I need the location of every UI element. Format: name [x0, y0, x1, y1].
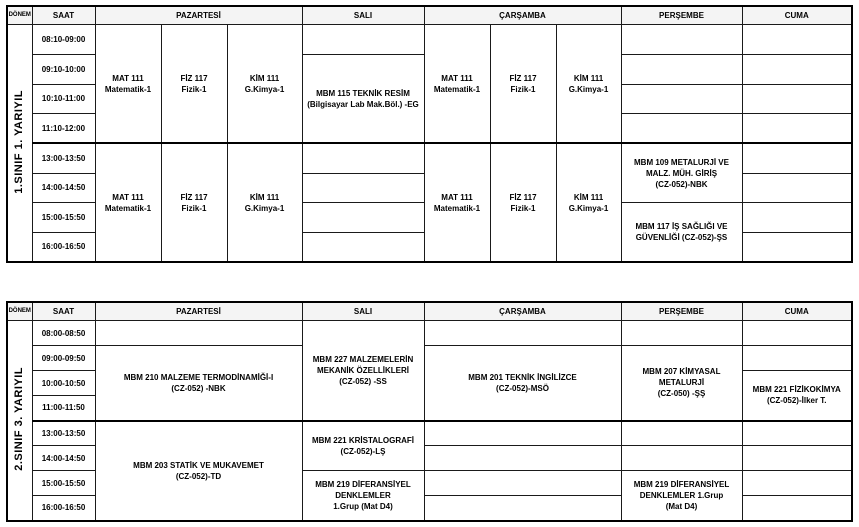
time-slot: 08:10-09:00 [32, 25, 95, 55]
empty-cell [424, 446, 621, 471]
empty-cell [742, 55, 852, 85]
time-slot: 11:10-12:00 [32, 114, 95, 144]
empty-cell [621, 421, 742, 446]
schedule-table-1 [6, 5, 853, 263]
time-slot: 08:00-08:50 [32, 321, 95, 346]
time-slot: 15:00-15:50 [32, 203, 95, 233]
header-row [7, 6, 852, 25]
empty-cell [621, 321, 742, 346]
header-sali: SALI [302, 302, 424, 321]
time-slot: 11:00-11:50 [32, 396, 95, 421]
course-cell: MAT 111 Matematik-1 [424, 143, 490, 262]
table-row [7, 143, 852, 173]
empty-cell [621, 84, 742, 114]
time-slot: 10:10-11:00 [32, 84, 95, 114]
header-saat: SAAT [32, 302, 95, 321]
empty-cell [621, 446, 742, 471]
empty-cell [302, 173, 424, 203]
table-row [7, 421, 852, 446]
empty-cell [742, 173, 852, 203]
course-cell: MBM 219 DİFERANSİYEL DENKLEMLER 1.Grup (Mat D4) [302, 471, 424, 521]
empty-cell [424, 421, 621, 446]
course-cell: MBM 203 STATİK VE MUKAVEMET (CZ-052)-TD [95, 421, 302, 521]
term-label: 1.SINIF 1. YARIYIL [7, 25, 32, 262]
schedule-table-2 [6, 301, 853, 522]
course-cell: MBM 117 İŞ SAĞLIĞI VE GÜVENLİĞİ (CZ-052)-ŞS [621, 203, 742, 262]
time-slot: 09:00-09:50 [32, 346, 95, 371]
empty-cell [424, 471, 621, 496]
header-saat: SAAT [32, 6, 95, 25]
empty-cell [302, 143, 424, 173]
header-persembe: PERŞEMBE [621, 302, 742, 321]
empty-cell [95, 321, 302, 346]
course-cell: FİZ 117 Fizik-1 [490, 25, 556, 144]
course-cell: MBM 221 KRİSTALOGRAFİ (CZ-052)-LŞ [302, 421, 424, 471]
course-cell: KİM 111 G.Kimya-1 [556, 25, 621, 144]
course-cell: KİM 111 G.Kimya-1 [227, 25, 302, 144]
course-cell: FİZ 117 Fizik-1 [161, 143, 227, 262]
course-cell: MBM 207 KİMYASAL METALURJİ (CZ-050) -ŞŞ [621, 346, 742, 421]
course-cell: FİZ 117 Fizik-1 [490, 143, 556, 262]
course-cell: KİM 111 G.Kimya-1 [556, 143, 621, 262]
header-cuma: CUMA [742, 6, 852, 25]
empty-cell [742, 203, 852, 233]
header-pazartesi: PAZARTESİ [95, 302, 302, 321]
course-cell: MBM 221 FİZİKOKİMYA (CZ-052)-İlker T. [742, 371, 852, 421]
empty-cell [742, 446, 852, 471]
course-cell: KİM 111 G.Kimya-1 [227, 143, 302, 262]
time-slot: 09:10-10:00 [32, 55, 95, 85]
course-cell: MBM 210 MALZEME TERMODİNAMİĞİ-I (CZ-052) -NBK [95, 346, 302, 421]
time-slot: 10:00-10:50 [32, 371, 95, 396]
empty-cell [424, 496, 621, 521]
time-slot: 16:00-16:50 [32, 496, 95, 521]
course-cell: MAT 111 Matematik-1 [95, 25, 161, 144]
empty-cell [742, 321, 852, 346]
header-pazartesi: PAZARTESİ [95, 6, 302, 25]
empty-cell [621, 114, 742, 144]
empty-cell [742, 143, 852, 173]
term-label: 2.SINIF 3. YARIYIL [7, 321, 32, 521]
time-slot: 13:00-13:50 [32, 421, 95, 446]
time-slot: 13:00-13:50 [32, 143, 95, 173]
course-cell: MBM 115 TEKNİK RESİM (Bilgisayar Lab Mak.Böl.) -EG [302, 55, 424, 144]
empty-cell [742, 84, 852, 114]
empty-cell [742, 346, 852, 371]
course-cell: MBM 219 DİFERANSİYEL DENKLEMLER 1.Grup (Mat D4) [621, 471, 742, 521]
header-carsamba: ÇARŞAMBA [424, 6, 621, 25]
table-row [7, 25, 852, 55]
empty-cell [302, 232, 424, 262]
table-row [7, 346, 852, 371]
empty-cell [621, 25, 742, 55]
header-row [7, 302, 852, 321]
empty-cell [742, 471, 852, 496]
header-cuma: CUMA [742, 302, 852, 321]
table-row [7, 321, 852, 346]
course-cell: FİZ 117 Fizik-1 [161, 25, 227, 144]
course-cell: MBM 109 METALURJİ VE MALZ. MÜH. GİRİŞ (CZ-052)-NBK [621, 143, 742, 202]
course-cell: MBM 227 MALZEMELERİN MEKANİK ÖZELLİKLERİ (CZ-052) -SS [302, 321, 424, 421]
course-cell: MBM 201 TEKNİK İNGİLİZCE (CZ-052)-MSÖ [424, 346, 621, 421]
empty-cell [742, 25, 852, 55]
time-slot: 14:00-14:50 [32, 446, 95, 471]
time-slot: 14:00-14:50 [32, 173, 95, 203]
time-slot: 16:00-16:50 [32, 232, 95, 262]
course-cell: MAT 111 Matematik-1 [95, 143, 161, 262]
empty-cell [302, 203, 424, 233]
empty-cell [742, 114, 852, 144]
course-cell: MAT 111 Matematik-1 [424, 25, 490, 144]
empty-cell [302, 25, 424, 55]
empty-cell [742, 496, 852, 521]
header-carsamba: ÇARŞAMBA [424, 302, 621, 321]
header-sali: SALI [302, 6, 424, 25]
time-slot: 15:00-15:50 [32, 471, 95, 496]
empty-cell [621, 55, 742, 85]
header-persembe: PERŞEMBE [621, 6, 742, 25]
empty-cell [424, 321, 621, 346]
empty-cell [742, 232, 852, 262]
header-donem: DÖNEM [7, 302, 32, 321]
empty-cell [742, 421, 852, 446]
header-donem: DÖNEM [7, 6, 32, 25]
